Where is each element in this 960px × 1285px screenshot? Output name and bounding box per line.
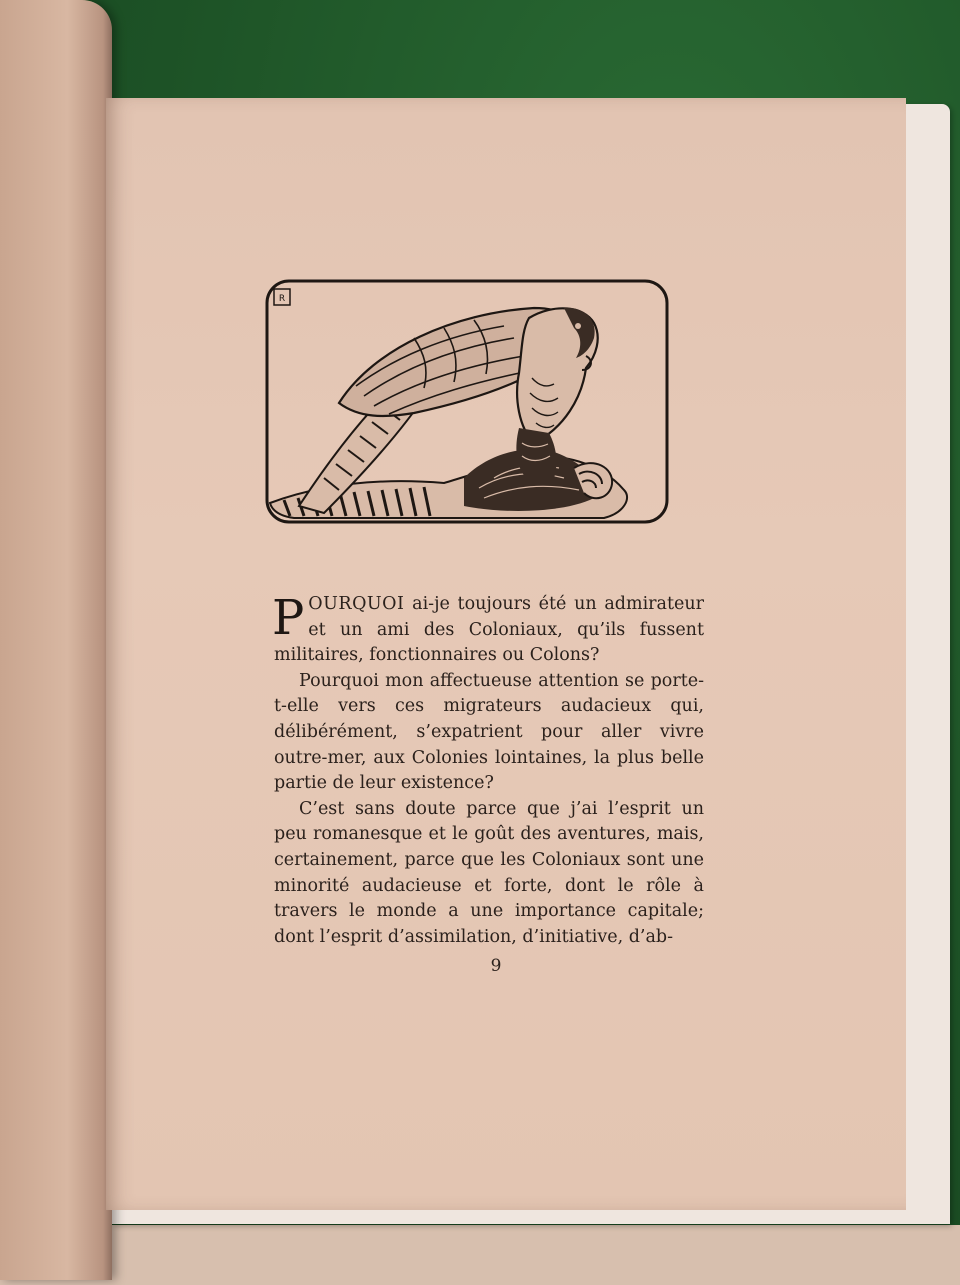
drop-cap: P: [272, 590, 305, 646]
paragraph-2: Pourquoi mon affectueuse attention se porte-t-elle vers ces migrateurs audacieux qui, délibérément, s’expatrient pour aller vivre outre-mer, aux Colonies lointaines, la plus belle partie de leur existence?: [274, 670, 704, 794]
opening-word: OURQUOI: [308, 594, 405, 614]
lower-page-edge: [0, 1225, 960, 1285]
paragraph-3: C’est sans doute parce que j’ai l’esprit un peu romanesque et le goût des aventures, mais, certainement, parce que les Coloniaux sont une minorité audacieuse et forte, dont le rôle à travers le monde a une importance capitale; dont l’esprit d’assimilation, d’initiative, d’ab-: [274, 798, 704, 947]
monogram-icon: [274, 289, 290, 305]
body-text: [274, 592, 704, 950]
book-page: [106, 98, 906, 1210]
page-number: 9: [490, 956, 502, 976]
left-page-edge: [0, 0, 112, 1280]
paragraph-1-text: ai-je toujours été un admirateur et un ami des Coloniaux, qu’ils fussent militaires, fonctionnaires ou Colons?: [274, 594, 704, 666]
svg-text:R: R: [278, 294, 286, 304]
falcon-illustration: [264, 278, 670, 525]
paragraph-1: [274, 592, 704, 669]
